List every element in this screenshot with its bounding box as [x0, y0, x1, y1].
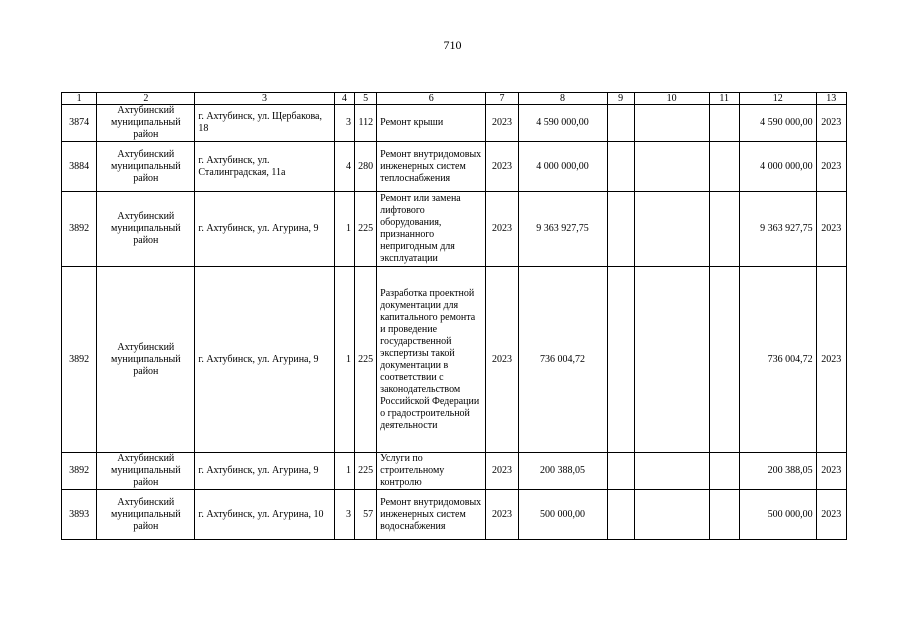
cell-col5: 225 [354, 192, 376, 267]
column-header: 2 [97, 93, 195, 105]
cell-col7: 2023 [486, 490, 518, 540]
cell-col4: 1 [334, 192, 354, 267]
column-header: 9 [607, 93, 634, 105]
cell-col8: 4 000 000,00 [518, 142, 607, 192]
cell-col9 [607, 105, 634, 142]
cell-work: Ремонт внутридомовых инженерных систем водоснабжения [377, 490, 486, 540]
cell-col12: 200 388,05 [739, 453, 816, 490]
cell-col12: 736 004,72 [739, 267, 816, 453]
cell-col11 [709, 105, 739, 142]
cell-col7: 2023 [486, 105, 518, 142]
cell-col10 [634, 105, 709, 142]
cell-col10 [634, 267, 709, 453]
cell-id: 3893 [62, 490, 97, 540]
cell-work: Ремонт внутридомовых инженерных систем теплоснабжения [377, 142, 486, 192]
cell-district: Ахтубинский муниципальный район [97, 142, 195, 192]
cell-col8: 736 004,72 [518, 267, 607, 453]
page-number: 710 [443, 38, 462, 52]
cell-col9 [607, 192, 634, 267]
cell-col10 [634, 490, 709, 540]
cell-col7: 2023 [486, 453, 518, 490]
cell-id: 3874 [62, 105, 97, 142]
header-row [62, 93, 847, 105]
column-header: 7 [486, 93, 518, 105]
cell-col11 [709, 267, 739, 453]
cell-col7: 2023 [486, 192, 518, 267]
cell-address: г. Ахтубинск, ул. Щербакова, 18 [195, 105, 334, 142]
cell-address: г. Ахтубинск, ул. Сталинградская, 11а [195, 142, 334, 192]
cell-col8: 9 363 927,75 [518, 192, 607, 267]
cell-col4: 1 [334, 453, 354, 490]
cell-id: 3884 [62, 142, 97, 192]
cell-col8: 500 000,00 [518, 490, 607, 540]
table-row [62, 267, 847, 453]
cell-col5: 225 [354, 267, 376, 453]
cell-col5: 280 [354, 142, 376, 192]
cell-district: Ахтубинский муниципальный район [97, 192, 195, 267]
cell-district: Ахтубинский муниципальный район [97, 267, 195, 453]
table-row [62, 192, 847, 267]
cell-id: 3892 [62, 267, 97, 453]
cell-id: 3892 [62, 453, 97, 490]
cell-col11 [709, 490, 739, 540]
cell-col12: 9 363 927,75 [739, 192, 816, 267]
cell-work: Ремонт или замена лифтового оборудования, признанного непригодным для эксплуатации [377, 192, 486, 267]
column-header: 6 [377, 93, 486, 105]
cell-col12: 4 590 000,00 [739, 105, 816, 142]
cell-work: Ремонт крыши [377, 105, 486, 142]
table-row [62, 453, 847, 490]
cell-address: г. Ахтубинск, ул. Агурина, 9 [195, 267, 334, 453]
cell-col4: 1 [334, 267, 354, 453]
cell-col12: 500 000,00 [739, 490, 816, 540]
column-header: 4 [334, 93, 354, 105]
cell-col11 [709, 453, 739, 490]
cell-col13: 2023 [816, 192, 846, 267]
cell-address: г. Ахтубинск, ул. Агурина, 10 [195, 490, 334, 540]
cell-work: Разработка проектной документации для капитального ремонта и проведение государственной экспертизы такой документации в соответствии с законодательством Российской Федерации о градостроительной деятельности [377, 267, 486, 453]
cell-district: Ахтубинский муниципальный район [97, 453, 195, 490]
cell-col8: 4 590 000,00 [518, 105, 607, 142]
cell-id: 3892 [62, 192, 97, 267]
cell-col4: 3 [334, 105, 354, 142]
capital-repair-table [61, 92, 847, 540]
column-header: 1 [62, 93, 97, 105]
column-header: 10 [634, 93, 709, 105]
column-header: 3 [195, 93, 334, 105]
cell-col11 [709, 192, 739, 267]
cell-col5: 225 [354, 453, 376, 490]
cell-col7: 2023 [486, 142, 518, 192]
table-row [62, 105, 847, 142]
cell-col9 [607, 267, 634, 453]
cell-col4: 3 [334, 490, 354, 540]
cell-col13: 2023 [816, 142, 846, 192]
cell-col12: 4 000 000,00 [739, 142, 816, 192]
cell-col5: 57 [354, 490, 376, 540]
cell-col4: 4 [334, 142, 354, 192]
cell-address: г. Ахтубинск, ул. Агурина, 9 [195, 453, 334, 490]
cell-col8: 200 388,05 [518, 453, 607, 490]
cell-col9 [607, 490, 634, 540]
cell-col10 [634, 453, 709, 490]
cell-district: Ахтубинский муниципальный район [97, 490, 195, 540]
column-header: 13 [816, 93, 846, 105]
cell-col7: 2023 [486, 267, 518, 453]
column-header: 12 [739, 93, 816, 105]
cell-col13: 2023 [816, 267, 846, 453]
cell-col9 [607, 453, 634, 490]
column-header: 8 [518, 93, 607, 105]
cell-district: Ахтубинский муниципальный район [97, 105, 195, 142]
table-row [62, 490, 847, 540]
cell-col13: 2023 [816, 453, 846, 490]
cell-col10 [634, 142, 709, 192]
table-row [62, 142, 847, 192]
cell-col5: 112 [354, 105, 376, 142]
cell-col13: 2023 [816, 105, 846, 142]
cell-work: Услуги по строительному контролю [377, 453, 486, 490]
column-header: 5 [354, 93, 376, 105]
column-header: 11 [709, 93, 739, 105]
cell-address: г. Ахтубинск, ул. Агурина, 9 [195, 192, 334, 267]
cell-col11 [709, 142, 739, 192]
cell-col13: 2023 [816, 490, 846, 540]
cell-col10 [634, 192, 709, 267]
cell-col9 [607, 142, 634, 192]
